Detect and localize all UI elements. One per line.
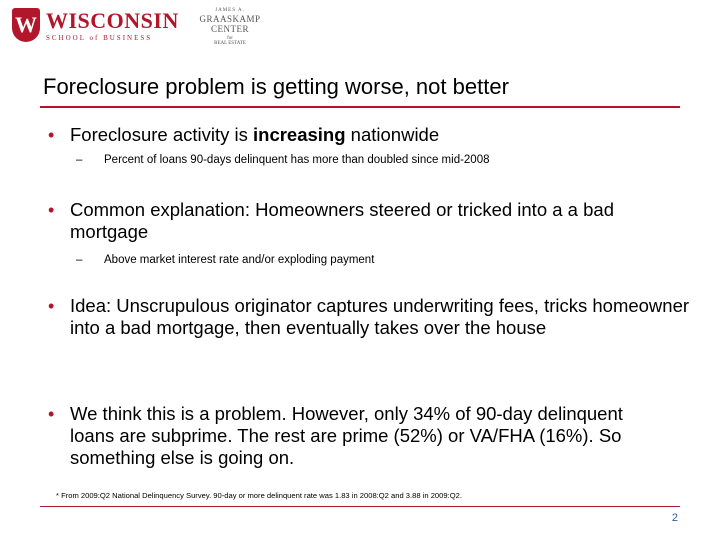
graaskamp-line4: REAL ESTATE xyxy=(214,41,246,46)
bullet-1-text xyxy=(48,124,680,146)
graaskamp-line3: for xyxy=(227,36,233,41)
crest-letter: W xyxy=(15,12,37,37)
graaskamp-line2: GRAASKAMP CENTER xyxy=(199,14,261,34)
bullet-4-text: We think this is a problem. However, only 34% of 90-day delinquent loans are subprime. The rest are prime (52%) or VA/FHA (16%). So something else is going on. xyxy=(70,403,623,468)
bullet-glyph: • xyxy=(48,200,55,220)
school-of-business-text: SCHOOL of BUSINESS xyxy=(46,34,153,42)
bullet-glyph: • xyxy=(48,125,55,145)
sub-bullet-2-text: Above market interest rate and/or exploding payment xyxy=(104,254,375,266)
graaskamp-line1: JAMES A. xyxy=(215,8,245,13)
wisconsin-word: WISCONSIN xyxy=(46,8,179,33)
bullet-4 xyxy=(48,403,680,469)
bullet-1-emphasis: increasing xyxy=(253,124,346,145)
sub-bullet-2 xyxy=(76,253,374,267)
bullet-glyph: • xyxy=(48,296,55,316)
footnote: * From 2009:Q2 National Delinquency Survey. 90-day or more delinquent rate was 1.83 in 2008:Q2 and 3.88 in 2009:Q2. xyxy=(56,491,462,500)
title-underline xyxy=(40,106,680,108)
page-number: 2 xyxy=(671,512,678,524)
bullet-2 xyxy=(48,199,680,243)
bullet-1-pre: Foreclosure activity is xyxy=(70,124,253,145)
sub-dash: – xyxy=(76,154,83,166)
bullet-3-text: Idea: Unscrupulous originator captures underwriting fees, tricks homeowner into a bad mortgage, then eventually takes over the house xyxy=(70,295,690,338)
footer-rule xyxy=(40,506,680,507)
bullet-3 xyxy=(48,295,690,339)
wisconsin-logo-text xyxy=(46,10,179,42)
sub-bullet-1 xyxy=(76,153,490,167)
sub-bullet-1-text: Percent of loans 90-days delinquent has more than doubled since mid-2008 xyxy=(104,154,490,166)
uw-crest-logo xyxy=(12,8,40,42)
sub-dash: – xyxy=(76,254,83,266)
bullet-1 xyxy=(48,124,680,146)
bullet-2-text: Common explanation: Homeowners steered or tricked into a a bad mortgage xyxy=(70,199,614,242)
slide-title: Foreclosure problem is getting worse, not better xyxy=(43,74,509,99)
bullet-glyph: • xyxy=(48,404,55,424)
graaskamp-center-logo xyxy=(190,8,270,46)
bullet-1-post: nationwide xyxy=(345,124,440,145)
slide-header xyxy=(0,0,720,52)
